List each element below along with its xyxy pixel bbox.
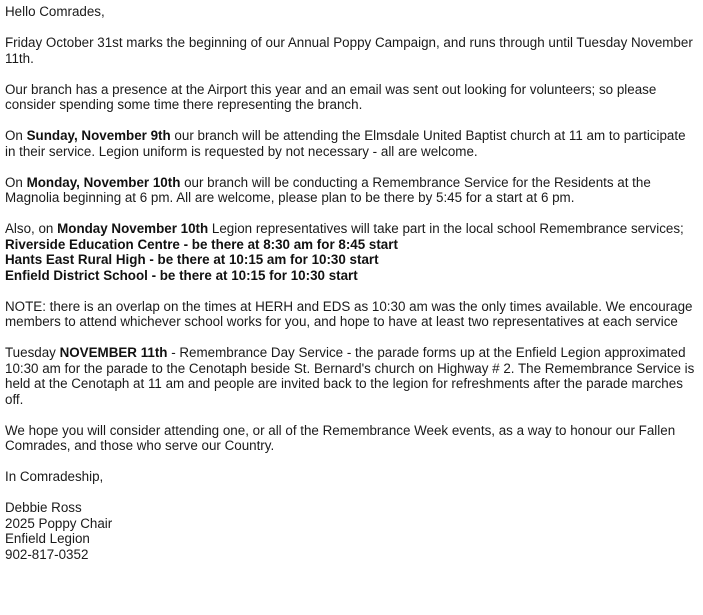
magnolia-service-pre: On: [5, 174, 27, 190]
school-item-riverside: Riverside Education Centre - be there at 8:30 am for 8:45 start: [5, 236, 398, 252]
magnolia-service-text: our branch will be conducting a Remembrance Service for the Residents at the Magnolia beginning at 6 pm. All are welcome, please plan to be there by 5:45 for a start at 6 pm.: [5, 174, 651, 205]
magnolia-service-date: Monday, November 10th: [26, 174, 181, 190]
remembrance-day-date: NOVEMBER 11th: [59, 345, 168, 360]
sign-off: In Comradeship,: [5, 469, 104, 484]
school-services-text: Legion representatives will take part in the local school Remembrance services;: [208, 221, 684, 236]
church-service-paragraph: [5, 128, 697, 159]
magnolia-service-paragraph: [5, 175, 697, 206]
church-service-text: our branch will be attending the Elmsdale United Baptist church at 11 am to participate in their service. Legion uniform is requested by not necessary - all are welcome.: [5, 128, 686, 159]
school-services-pre: Also, on: [5, 221, 58, 236]
school-item-hants-east: Hants East Rural High - be there at 10:15 am for 10:30 start: [5, 252, 379, 267]
school-list: [5, 237, 697, 284]
airport-paragraph: Our branch has a presence at the Airport this year and an email was sent out looking for volunteers; so please consider spending some time there representing the branch.: [5, 81, 657, 112]
remembrance-day-pre: Tuesday: [5, 345, 60, 360]
greeting: Hello Comrades,: [5, 4, 105, 19]
school-services-date: Monday November 10th: [57, 221, 209, 236]
signature-organization: Enfield Legion: [5, 531, 90, 546]
note-paragraph: NOTE: there is an overlap on the times at HERH and EDS as 10:30 am was the only times available. We encourage members to attend whichever school works for you, and hope to have at least two representatives at each service: [5, 298, 693, 329]
signature-name: Debbie Ross: [5, 500, 82, 515]
signature-block: [5, 500, 697, 562]
signature-phone: 902-817-0352: [5, 546, 89, 562]
remembrance-day-text: - Remembrance Day Service - the parade forms up at the Enfield Legion approximated 10:30 am for the parade to the Cenotaph beside St. Bernard's church on Highway # 2. The Remembrance Service is held at the Cenotaph at 11 am and people are invited back to the legion for refreshments after the parade marches off.: [5, 345, 695, 407]
campaign-paragraph: Friday October 31st marks the beginning of our Annual Poppy Campaign, and runs through until Tuesday November 11th.: [5, 35, 693, 66]
closing-paragraph: We hope you will consider attending one, or all of the Remembrance Week events, as a way to honour our Fallen Comrades, and those who serve our Country.: [5, 422, 676, 453]
school-services-paragraph: [5, 221, 697, 237]
church-service-date: Sunday, November 9th: [26, 128, 171, 143]
remembrance-day-paragraph: [5, 345, 697, 407]
email-body: [5, 4, 697, 562]
school-item-enfield-district: Enfield District School - be there at 10:15 for 10:30 start: [5, 267, 358, 283]
church-service-pre: On: [5, 128, 27, 143]
signature-title: 2025 Poppy Chair: [5, 515, 113, 531]
